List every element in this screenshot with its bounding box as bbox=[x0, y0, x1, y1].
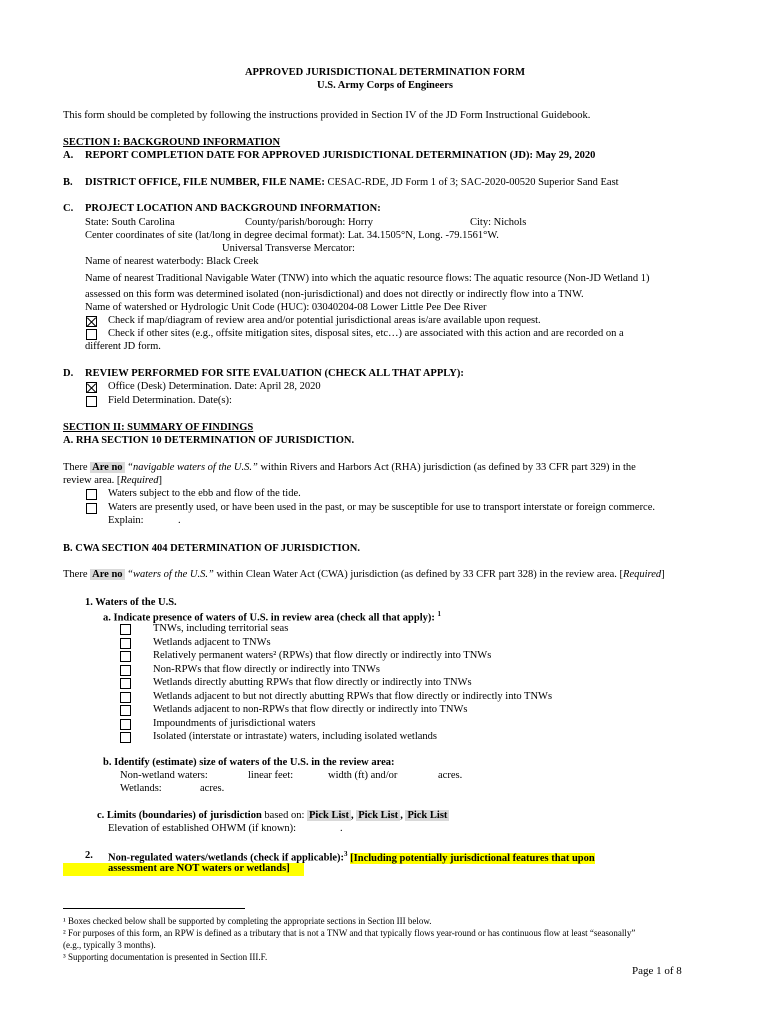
utm-field: Universal Transverse Mercator: bbox=[222, 243, 355, 254]
waters-checkbox[interactable] bbox=[120, 732, 131, 743]
rha-statement-line1 bbox=[63, 462, 636, 473]
county-field: County/parish/borough: Horry bbox=[245, 217, 374, 228]
waters-option-label: Isolated (interstate or intrastate) waters, including isolated wetlands bbox=[153, 731, 437, 742]
section2-heading: SECTION II: SUMMARY OF FINDINGS bbox=[63, 422, 254, 433]
wetlands-acres-label: acres. bbox=[200, 783, 225, 794]
item2-line1 bbox=[108, 850, 595, 864]
cwa-are-no-picklist[interactable]: Are no bbox=[92, 569, 123, 580]
cwa-rest: within Clean Water Act (CWA) jurisdiction (as defined by 33 CFR part 328) in the review area. [ bbox=[213, 569, 624, 580]
waters-checkbox[interactable] bbox=[120, 624, 131, 635]
item1a-text: a. Indicate presence of waters of U.S. in review area (check all that apply): bbox=[103, 612, 435, 624]
footnote-1: ¹ Boxes checked below shall be supported by completing the appropriate sections in Section III below. bbox=[63, 916, 432, 926]
nearest-waterbody: Name of nearest waterbody: Black Creek bbox=[85, 256, 259, 267]
nonwetland-acres-label: acres. bbox=[438, 770, 463, 781]
waters-option-label: Relatively permanent waters² (RPWs) that flow directly or indirectly into TNWs bbox=[153, 650, 492, 661]
picklist-2[interactable]: Pick List bbox=[358, 810, 399, 821]
waters-option-label: Wetlands directly abutting RPWs that flow directly or indirectly into TNWs bbox=[153, 677, 472, 688]
section1-b-label: B. bbox=[63, 177, 73, 188]
review-performed-heading: REVIEW PERFORMED FOR SITE EVALUATION (CHECK ALL THAT APPLY): bbox=[85, 368, 464, 379]
cwa-required: Required bbox=[623, 569, 662, 580]
section1-d-label: D. bbox=[63, 368, 74, 379]
cwa-heading: B. CWA SECTION 404 DETERMINATION OF JURISDICTION. bbox=[63, 543, 360, 554]
waters-option-label: Wetlands adjacent to but not directly abutting RPWs that flow directly or indirectly into TNWs bbox=[153, 691, 553, 702]
other-sites-label: Check if other sites (e.g., offsite mitigation sites, disposal sites, etc…) are associated with this action and are recorded on a bbox=[108, 328, 624, 339]
office-determination-checkbox[interactable] bbox=[86, 382, 97, 393]
item2-highlight-line1: [Including potentially jurisdictional features that upon bbox=[350, 852, 595, 864]
waters-option-label: Wetlands adjacent to TNWs bbox=[153, 637, 271, 648]
page-number: Page 1 of 8 bbox=[632, 965, 682, 977]
center-coordinates: Center coordinates of site (lat/long in degree decimal format): Lat. 34.1505°N, Long. -79.1561°W. bbox=[85, 230, 499, 241]
width-label: width (ft) and/or bbox=[328, 770, 398, 781]
tidal-waters-checkbox[interactable] bbox=[86, 489, 97, 500]
state-field: State: South Carolina bbox=[85, 217, 175, 228]
rha-required: Required bbox=[120, 475, 159, 486]
footnote-3: ³ Supporting documentation is presented in Section III.F. bbox=[63, 952, 268, 962]
waters-checkbox[interactable] bbox=[120, 678, 131, 689]
item1b-heading: b. Identify (estimate) size of waters of the U.S. in the review area: bbox=[103, 757, 395, 768]
item1c-line bbox=[97, 810, 449, 821]
cwa-there: There bbox=[63, 569, 91, 580]
waters-checkbox[interactable] bbox=[120, 705, 131, 716]
nearest-tnw-line1: Name of nearest Traditional Navigable Water (TNW) into which the aquatic resource flows: The aquatic resource (Non-JD Wetland 1) bbox=[85, 273, 650, 284]
cwa-waters-of-us: “waters of the U.S.” bbox=[124, 569, 214, 580]
district-office-line bbox=[85, 177, 619, 188]
city-field: City: Nichols bbox=[470, 217, 527, 228]
form-instruction: This form should be completed by following the instructions provided in Section IV of the JD Form Instructional Guidebook. bbox=[63, 110, 591, 121]
footnote-2-line1: ² For purposes of this form, an RPW is defined as a tributary that is not a TNW and that typically flows year-round or has continuous flow at least “seasonally” bbox=[63, 928, 636, 938]
waters-option-label: Wetlands adjacent to non-RPWs that flow directly or indirectly into TNWs bbox=[153, 704, 468, 715]
commerce-waters-label: Waters are presently used, or have been used in the past, or may be susceptible for use to transport interstate or foreign commerce. bbox=[108, 502, 656, 513]
footnote-2-line2: (e.g., typically 3 months). bbox=[63, 940, 156, 950]
huc-field: Name of watershed or Hydrologic Unit Code (HUC): 03040204-08 Lower Little Pee Dee River bbox=[85, 302, 487, 313]
rha-navigable-waters: “navigable waters of the U.S.” bbox=[124, 462, 258, 473]
waters-option-label: Non-RPWs that flow directly or indirectly into TNWs bbox=[153, 664, 380, 675]
rha-rest: within Rivers and Harbors Act (RHA) jurisdiction (as defined by 33 CFR part 329) in the bbox=[257, 462, 636, 473]
rha-heading: A. RHA SECTION 10 DETERMINATION OF JURISDICTION. bbox=[63, 435, 355, 446]
office-determination-label: Office (Desk) Determination. Date: April 28, 2020 bbox=[108, 381, 321, 392]
commerce-waters-checkbox[interactable] bbox=[86, 503, 97, 514]
cwa-close: ] bbox=[661, 569, 665, 580]
item2-number: 2. bbox=[85, 850, 93, 861]
item2-highlight-line2: assessment are NOT waters or wetlands] bbox=[108, 863, 290, 874]
picklist-1[interactable]: Pick List bbox=[309, 810, 349, 821]
waters-option-label: TNWs, including territorial seas bbox=[153, 623, 289, 634]
item2-heading: Non-regulated waters/wetlands (check if applicable): bbox=[108, 852, 345, 864]
report-completion-date: REPORT COMPLETION DATE FOR APPROVED JURISDICTIONAL DETERMINATION (JD): May 29, 2020 bbox=[85, 150, 596, 161]
project-location-heading: PROJECT LOCATION AND BACKGROUND INFORMATION: bbox=[85, 203, 381, 214]
other-sites-checkbox[interactable] bbox=[86, 329, 97, 340]
form-title: APPROVED JURISDICTIONAL DETERMINATION FORM bbox=[244, 67, 526, 78]
waters-checkbox[interactable] bbox=[120, 651, 131, 662]
item1-heading: 1. Waters of the U.S. bbox=[85, 597, 177, 608]
district-office-value: CESAC-RDE, JD Form 1 of 3; SAC-2020-00520 Superior Sand East bbox=[324, 177, 619, 188]
cwa-statement bbox=[63, 569, 665, 580]
picklist-3[interactable]: Pick List bbox=[407, 810, 448, 821]
waters-checkbox[interactable] bbox=[120, 665, 131, 676]
waters-checkbox[interactable] bbox=[120, 692, 131, 703]
explain-label: Explain: bbox=[108, 515, 144, 526]
form-subtitle: U.S. Army Corps of Engineers bbox=[317, 80, 453, 91]
picklist-comma-1: , bbox=[350, 810, 354, 821]
waters-option-label: Impoundments of jurisdictional waters bbox=[153, 718, 316, 729]
field-determination-label: Field Determination. Date(s): bbox=[108, 395, 232, 406]
item1a-footnote-ref: 1 bbox=[437, 610, 441, 618]
item2-footnote-ref: 3 bbox=[344, 850, 348, 858]
map-available-label: Check if map/diagram of review area and/or potential jurisdictional areas is/are available upon request. bbox=[108, 315, 541, 326]
map-available-checkbox[interactable] bbox=[86, 316, 97, 327]
linear-feet-label: linear feet: bbox=[248, 770, 294, 781]
field-determination-checkbox[interactable] bbox=[86, 396, 97, 407]
section1-a-label: A. bbox=[63, 150, 74, 161]
nonwetland-label: Non-wetland waters: bbox=[120, 770, 208, 781]
item1a-heading bbox=[103, 610, 441, 624]
footnote-divider bbox=[63, 908, 245, 909]
waters-checkbox[interactable] bbox=[120, 719, 131, 730]
waters-checkbox[interactable] bbox=[120, 638, 131, 649]
rha-are-no-picklist[interactable]: Are no bbox=[92, 462, 123, 473]
rha-line2-pre: review area. [ bbox=[63, 475, 121, 486]
section1-heading: SECTION I: BACKGROUND INFORMATION bbox=[63, 137, 281, 148]
wetlands-label: Wetlands: bbox=[120, 783, 162, 794]
nearest-tnw-line2: assessed on this form was determined isolated (non-jurisdictional) and does not directly or indirectly flow into a TNW. bbox=[85, 289, 584, 300]
ohwm-label: Elevation of established OHWM (if known): bbox=[108, 823, 297, 834]
item1c-heading: c. Limits (boundaries) of jurisdiction bbox=[97, 810, 262, 821]
section1-c-label: C. bbox=[63, 203, 74, 214]
rha-statement-line2 bbox=[63, 475, 162, 486]
picklist-comma-2: , bbox=[400, 810, 403, 821]
item1c-based-on: based on: bbox=[261, 810, 307, 821]
tidal-waters-label: Waters subject to the ebb and flow of the tide. bbox=[108, 488, 301, 499]
rha-there: There bbox=[63, 462, 91, 473]
ohwm-field[interactable]: . bbox=[340, 823, 343, 834]
district-office-label: DISTRICT OFFICE, FILE NUMBER, FILE NAME: bbox=[85, 177, 325, 188]
rha-line2-post: ] bbox=[158, 475, 163, 486]
other-sites-label-cont: different JD form. bbox=[85, 341, 161, 352]
explain-field[interactable]: . bbox=[178, 515, 181, 526]
